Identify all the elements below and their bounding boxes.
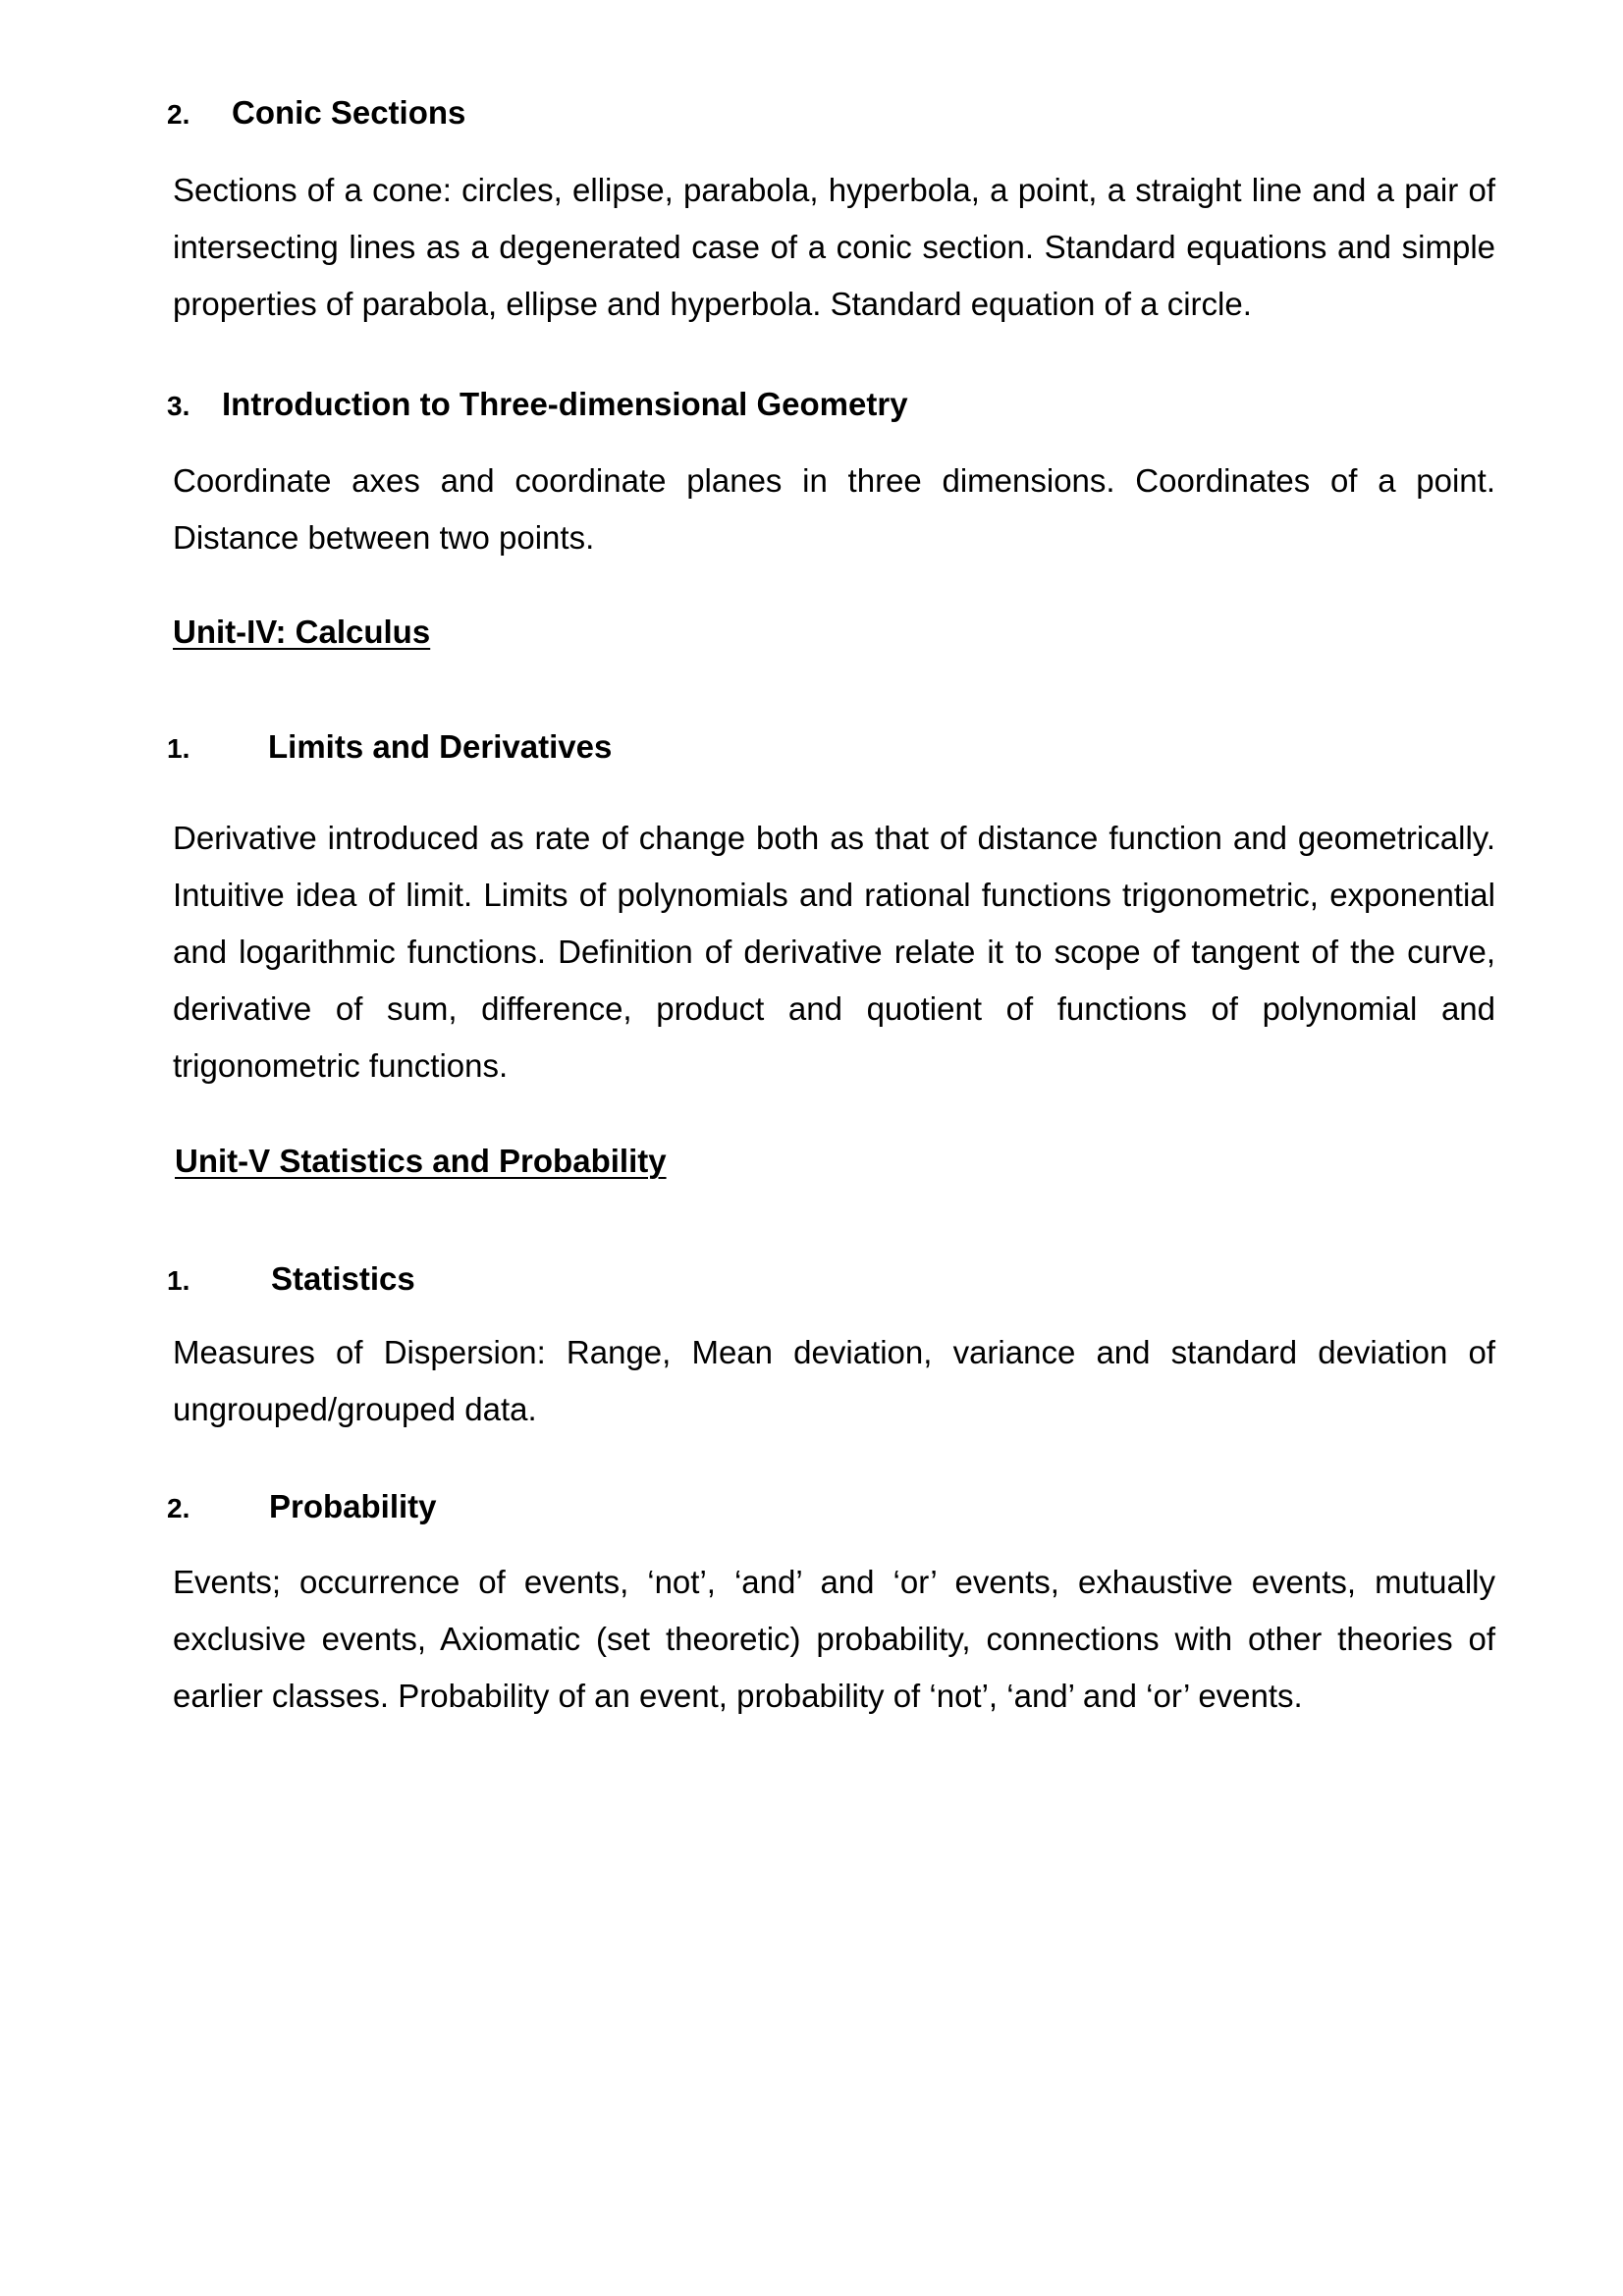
unit-heading-calculus: Unit-IV: Calculus <box>173 614 431 650</box>
section-heading-statistics <box>167 1259 415 1301</box>
section-heading-conic-sections <box>167 93 465 134</box>
section-title: Probability <box>269 1488 437 1524</box>
section-number: 1. <box>167 733 190 764</box>
section-title: Introduction to Three-dimensional Geometry <box>222 386 908 422</box>
section-body-three-dimensional-geometry: Coordinate axes and coordinate planes in three dimensions. Coordinates of a point. Distance between two points. <box>173 462 1495 556</box>
unit-heading-statistics-and-probability: Unit-V Statistics and Probability <box>175 1143 667 1179</box>
section-number: 1. <box>167 1265 190 1296</box>
section-body-probability: Events; occurrence of events, ‘not’, ‘and’ and ‘or’ events, exhaustive events, mutually exclusive events, Axiomatic (set theoretic) probability, connections with other theories of earlier classes. Probability of an event, probability of ‘not’, ‘and’ and ‘or’ events. <box>173 1564 1495 1714</box>
section-number: 3. <box>167 391 190 421</box>
section-body-conic-sections: Sections of a cone: circles, ellipse, parabola, hyperbola, a point, a straight line and a pair of intersecting lines as a degenerated case of a conic section. Standard equations and simple properties of parabola, ellipse and hyperbola. Standard equation of a circle. <box>173 172 1495 322</box>
section-heading-limits-and-derivatives <box>167 727 612 769</box>
section-title: Conic Sections <box>232 94 466 131</box>
section-body-limits-and-derivatives: Derivative introduced as rate of change both as that of distance function and geometrically. Intuitive idea of limit. Limits of polynomials and rational functions trigonometric, exponential and logarithmic functions. Definition of derivative relate it to scope of tangent of the curve, derivative of sum, difference, product and quotient of functions of polynomial and trigonometric functions. <box>173 820 1495 1084</box>
section-title: Statistics <box>271 1260 415 1297</box>
section-heading-three-dimensional-geometry <box>167 385 908 426</box>
section-title: Limits and Derivatives <box>268 728 613 765</box>
section-heading-probability <box>167 1487 437 1528</box>
section-number: 2. <box>167 99 190 130</box>
section-number: 2. <box>167 1493 190 1523</box>
section-body-statistics: Measures of Dispersion: Range, Mean deviation, variance and standard deviation of ungrouped/grouped data. <box>173 1334 1495 1427</box>
